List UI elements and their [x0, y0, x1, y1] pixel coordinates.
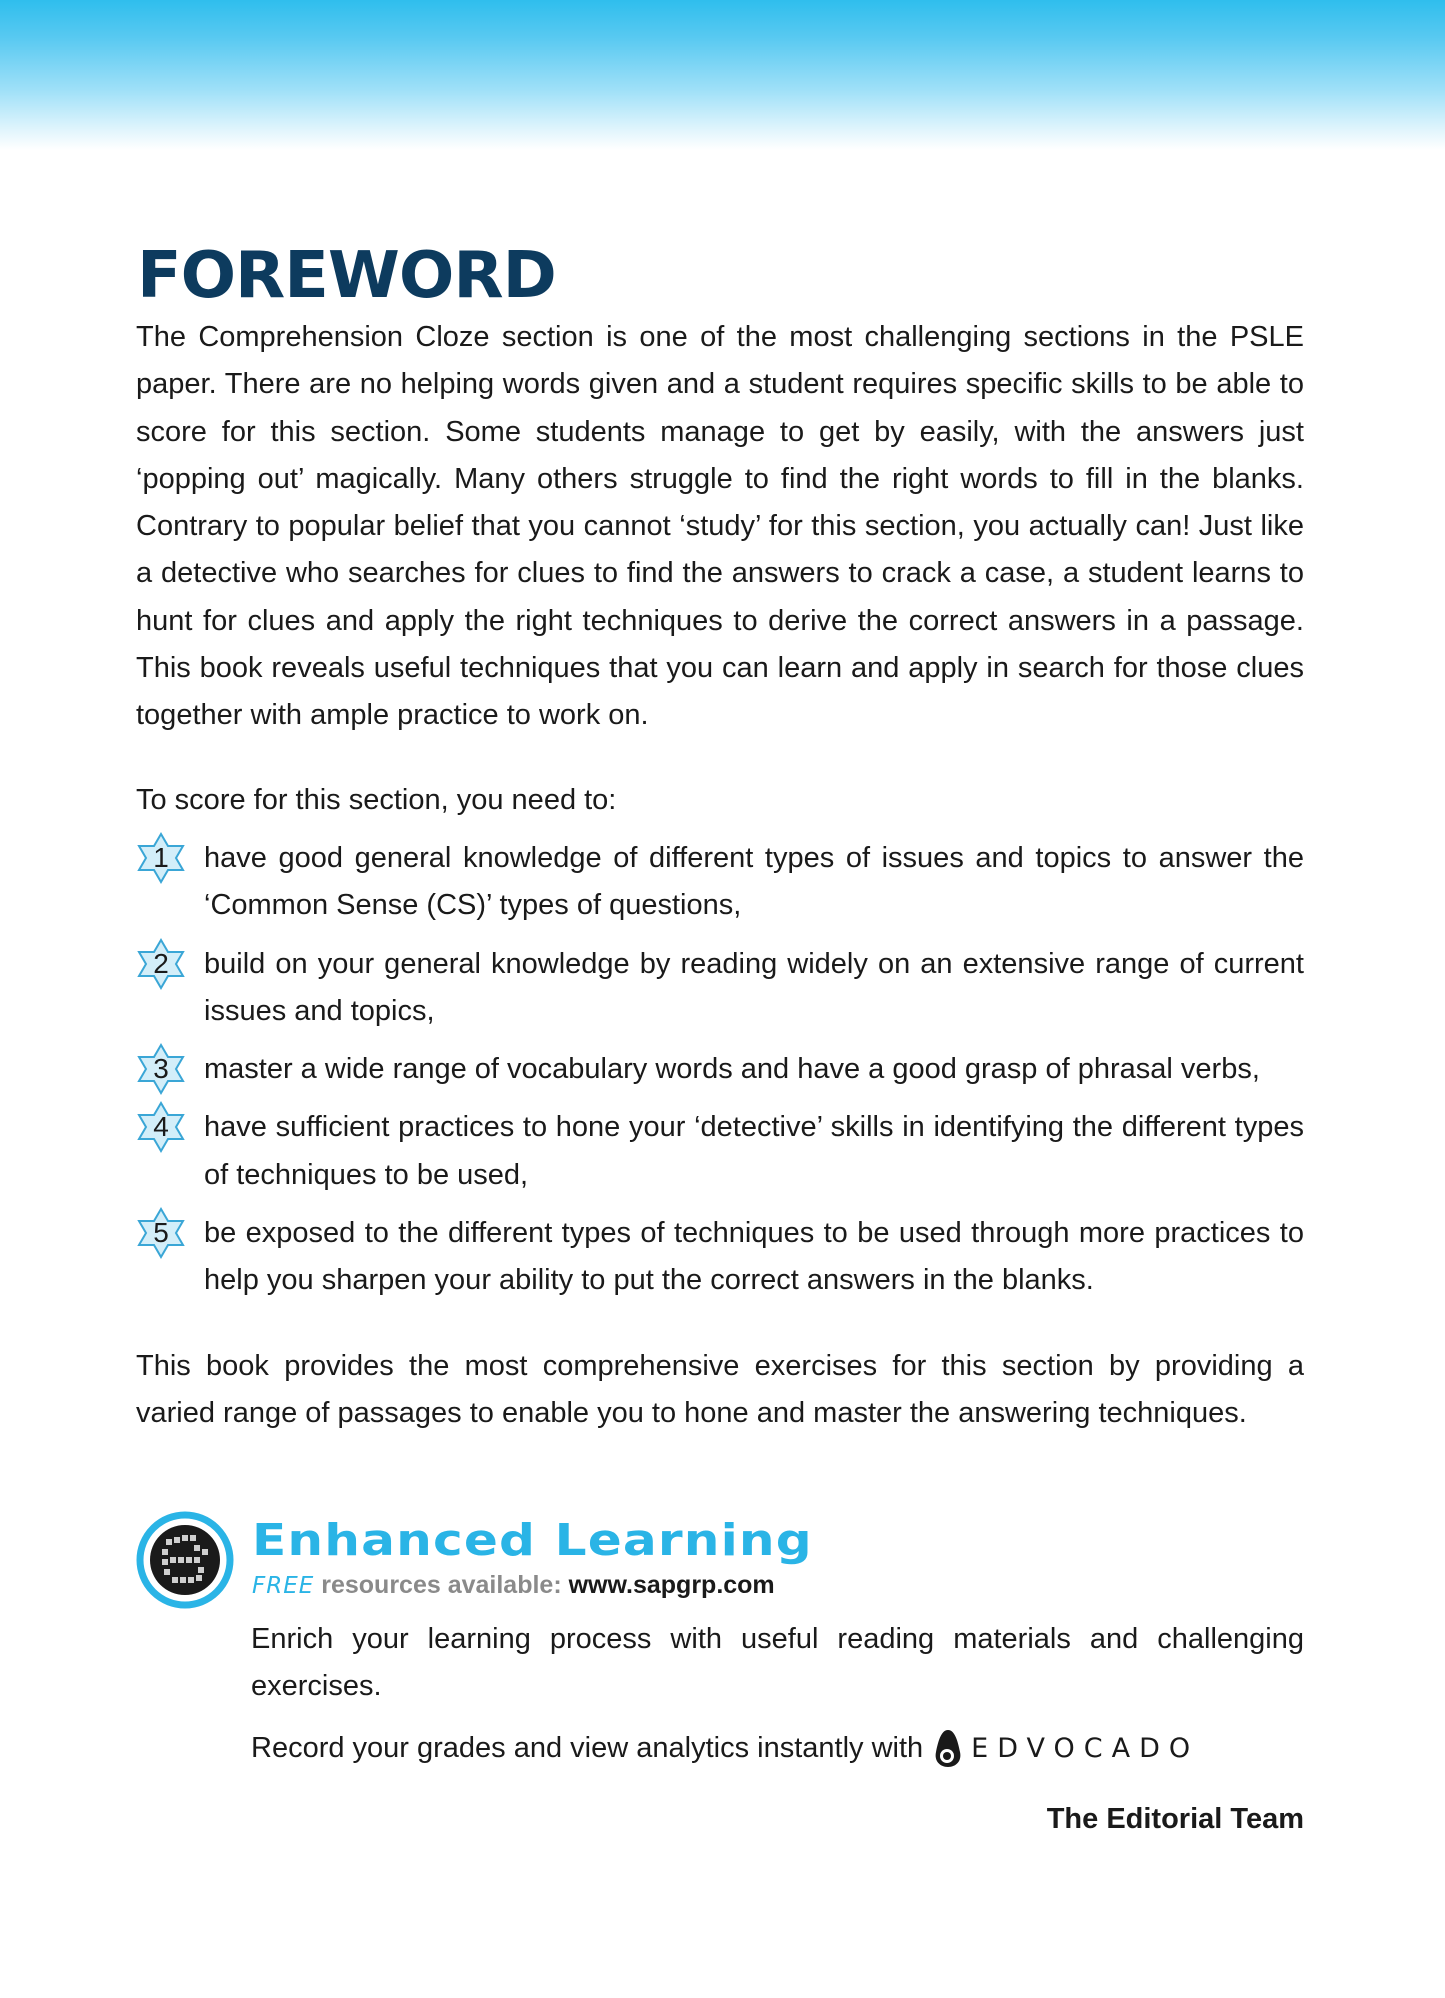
list-item-text: build on your general knowledge by reading widely on an extensive range of current issues and topics,: [204, 947, 1304, 1027]
star-number-icon: 2: [133, 938, 189, 990]
signature: The Editorial Team: [1046, 1803, 1304, 1835]
enhanced-learning-logo-icon: [136, 1511, 234, 1609]
list-item: [136, 1210, 1304, 1305]
list-item-text: master a wide range of vocabulary words and have a good grasp of phrasal verbs,: [204, 1053, 1260, 1086]
list-item: [136, 835, 1304, 930]
intro-paragraph: The Comprehension Cloze section is one of the most challenging sections in the PSLE paper. There are no helping words given and a student requires specific skills to be able to score for this section. Some students manage to get by easily, with the answers just ‘popping out’ magically. Many others struggle to find the right words to fill in the blanks. Contrary to popular belief that you cannot ‘study’ for this section, you actually can! Just like a detective who searches for clues to find the answers to crack a case, a student learns to hunt for clues and apply the right techniques to derive the correct answers in a passage. This book reveals useful techniques that you can learn and apply in search for those clues together with ample practice to work on.: [136, 321, 1304, 732]
enhanced-learning-title: Enhanced Learning: [252, 1515, 813, 1566]
foreword-body: [136, 314, 1304, 1437]
list-item-text: have good general knowledge of different types of issues and topics to answer the ‘Common Sense (CS)’ types of questions,: [204, 841, 1304, 922]
enhanced-learning-details: [251, 1616, 1304, 1772]
enrich-text: Enrich your learning process with useful reading materials and challenging exercises.: [251, 1623, 1304, 1703]
resources-label: resources available:: [321, 1571, 562, 1599]
star-number-icon: 4: [133, 1101, 189, 1153]
star-number-icon: 1: [133, 832, 189, 884]
record-grades-label: Record your grades and view analytics instantly with: [251, 1731, 924, 1764]
list-item-text: have sufficient practices to hone your ‘detective’ skills in identifying the different types of techniques to be used,: [204, 1111, 1304, 1191]
resources-url-link[interactable]: www.sapgrp.com: [568, 1571, 775, 1599]
list-item: [136, 1104, 1304, 1199]
edvocado-wordmark: EDVOCADO: [971, 1732, 1200, 1764]
list-item-text: be exposed to the different types of techniques to be used through more practices to help you sharpen your ability to put the correct answers in the blanks.: [204, 1217, 1304, 1297]
requirements-list: [136, 835, 1304, 1305]
list-intro: To score for this section, you need to:: [136, 783, 617, 816]
star-number-icon: 3: [133, 1043, 189, 1095]
edvocado-brand: [933, 1725, 1199, 1772]
enhanced-learning-banner: [136, 1511, 1304, 1611]
free-label: FREE: [252, 1573, 315, 1599]
star-number-icon: 5: [133, 1207, 189, 1259]
enhanced-learning-subtitle: [252, 1571, 775, 1600]
list-item: [136, 941, 1304, 1036]
record-grades-text: [251, 1725, 1304, 1772]
page-title: FOREWORD: [137, 238, 556, 313]
list-item: [136, 1046, 1304, 1093]
header-gradient-band: [0, 0, 1445, 150]
closing-paragraph: This book provides the most comprehensive exercises for this section by providing a varied range of passages to enable you to hone and master the answering techniques.: [136, 1349, 1304, 1429]
edvocado-logo-icon: [933, 1728, 963, 1768]
